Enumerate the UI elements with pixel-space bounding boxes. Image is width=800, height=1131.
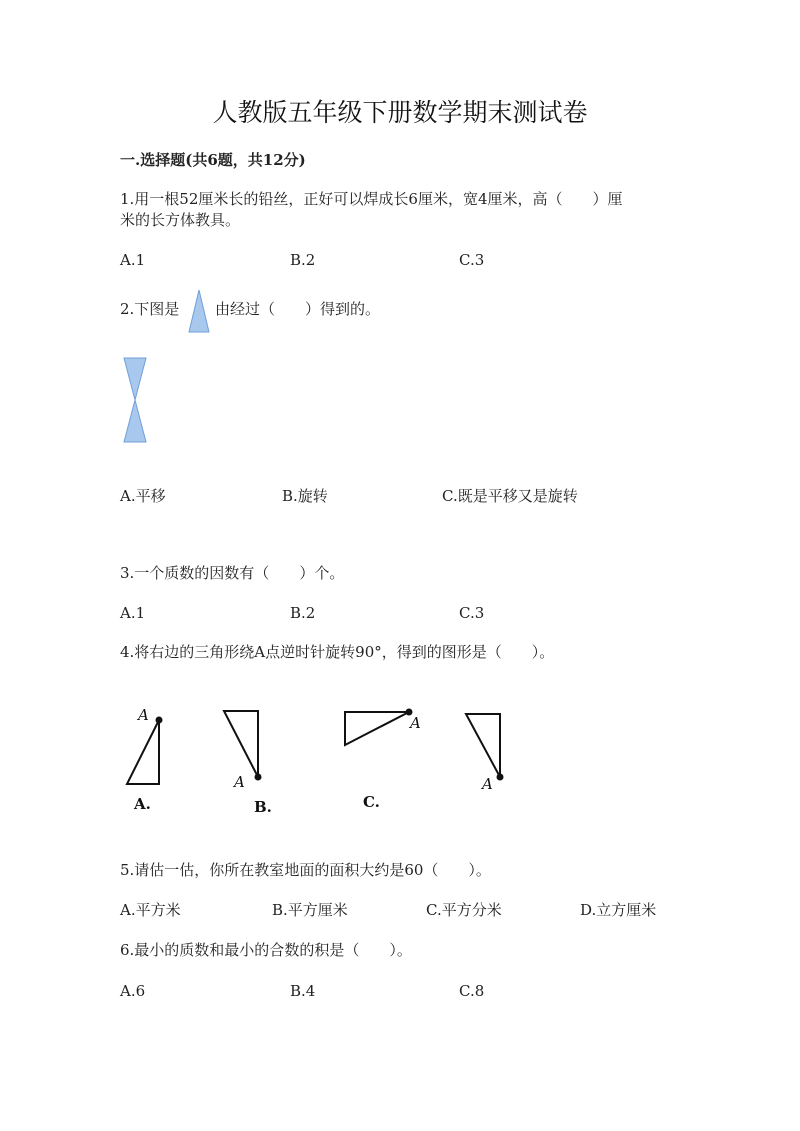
- question-1-option-c: C.3: [459, 251, 485, 269]
- hourglass-triangles-figure: [122, 356, 148, 444]
- question-1-line-2: 米的长方体教具。: [120, 211, 241, 229]
- question-2-option-c: C.既是平移又是旋转: [442, 487, 578, 505]
- option-b-label: B.: [254, 798, 272, 816]
- question-6-text: 6.最小的质数和最小的合数的积是（ ）。: [120, 941, 412, 959]
- option-c-label: C.: [363, 793, 380, 811]
- triangle-option-a: [127, 706, 163, 813]
- question-6-option-b: B.4: [290, 982, 316, 1000]
- question-5-text: 5.请估一估，你所在教室地面的面积大约是60（ ）。: [120, 861, 491, 879]
- small-triangle-figure: [187, 288, 211, 334]
- question-5-option-d: D.立方厘米: [580, 901, 657, 919]
- question-3-option-c: C.3: [459, 604, 485, 622]
- option-a-label: A.: [134, 795, 151, 813]
- question-2-option-a: A.平移: [120, 487, 166, 505]
- question-1-option-a: A.1: [120, 251, 146, 269]
- page-title: 人教版五年级下册数学期末测试卷: [212, 98, 588, 127]
- question-2-option-b: B.旋转: [282, 487, 328, 505]
- rotation-options-figure: [118, 700, 518, 820]
- section-heading: 一.选择题(共6题，共12分): [120, 151, 306, 169]
- question-3-text: 3.一个质数的因数有（ ）个。: [120, 564, 345, 582]
- question-1-line-1: 1.用一根52厘米长的铅丝，正好可以焊成长6厘米，宽4厘米，高（ ）厘: [120, 190, 623, 208]
- question-3-option-a: A.1: [120, 604, 146, 622]
- question-6-option-a: A.6: [120, 982, 146, 1000]
- question-2-suffix: 由经过（ ）得到的。: [215, 300, 381, 318]
- question-5-option-a: A.平方米: [120, 901, 181, 919]
- question-5-option-c: C.平方分米: [426, 901, 502, 919]
- triangle-original: [466, 714, 504, 793]
- question-1-option-b: B.2: [290, 251, 316, 269]
- triangle-option-b: [224, 711, 272, 816]
- point-a-label: A: [138, 706, 149, 724]
- point-a-label: A: [410, 714, 421, 732]
- question-6-option-c: C.8: [459, 982, 485, 1000]
- point-a-label: A: [482, 775, 493, 793]
- question-2-prefix: 2.下图是: [120, 300, 180, 318]
- question-4-text: 4.将右边的三角形绕A点逆时针旋转90°，得到的图形是（ ）。: [120, 643, 555, 661]
- triangle-option-c: [345, 709, 421, 812]
- question-5-option-b: B.平方厘米: [272, 901, 348, 919]
- question-3-option-b: B.2: [290, 604, 316, 622]
- point-a-label: A: [234, 773, 245, 791]
